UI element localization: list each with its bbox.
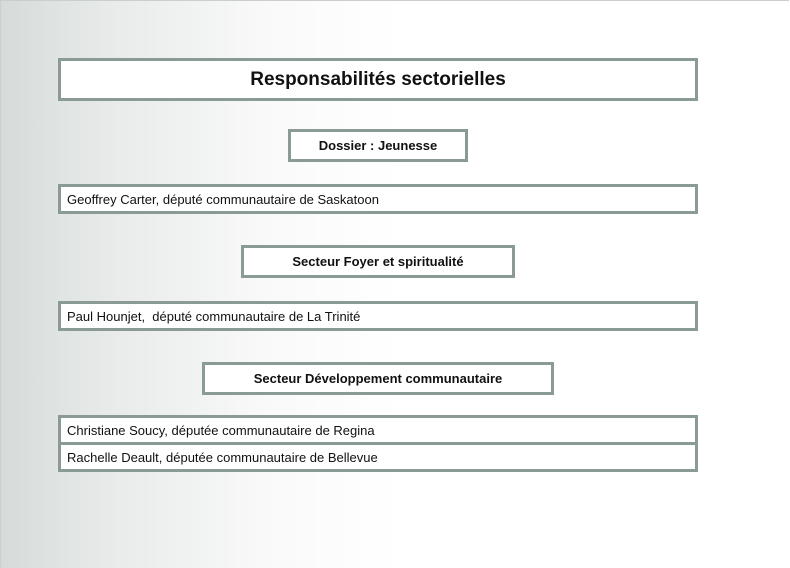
section-heading-jeunesse: Dossier : Jeunesse [288, 129, 468, 162]
member-entry: Paul Hounjet, député communautaire de La Trinité [58, 301, 698, 331]
section-heading-foyer-spiritualite: Secteur Foyer et spiritualité [241, 245, 515, 278]
member-entry: Rachelle Deault, députée communautaire de Bellevue [58, 442, 698, 472]
page-title: Responsabilités sectorielles [58, 58, 698, 101]
section-heading-developpement-communautaire: Secteur Développement communautaire [202, 362, 554, 395]
member-entry: Geoffrey Carter, député communautaire de Saskatoon [58, 184, 698, 214]
member-entry: Christiane Soucy, députée communautaire de Regina [58, 415, 698, 445]
